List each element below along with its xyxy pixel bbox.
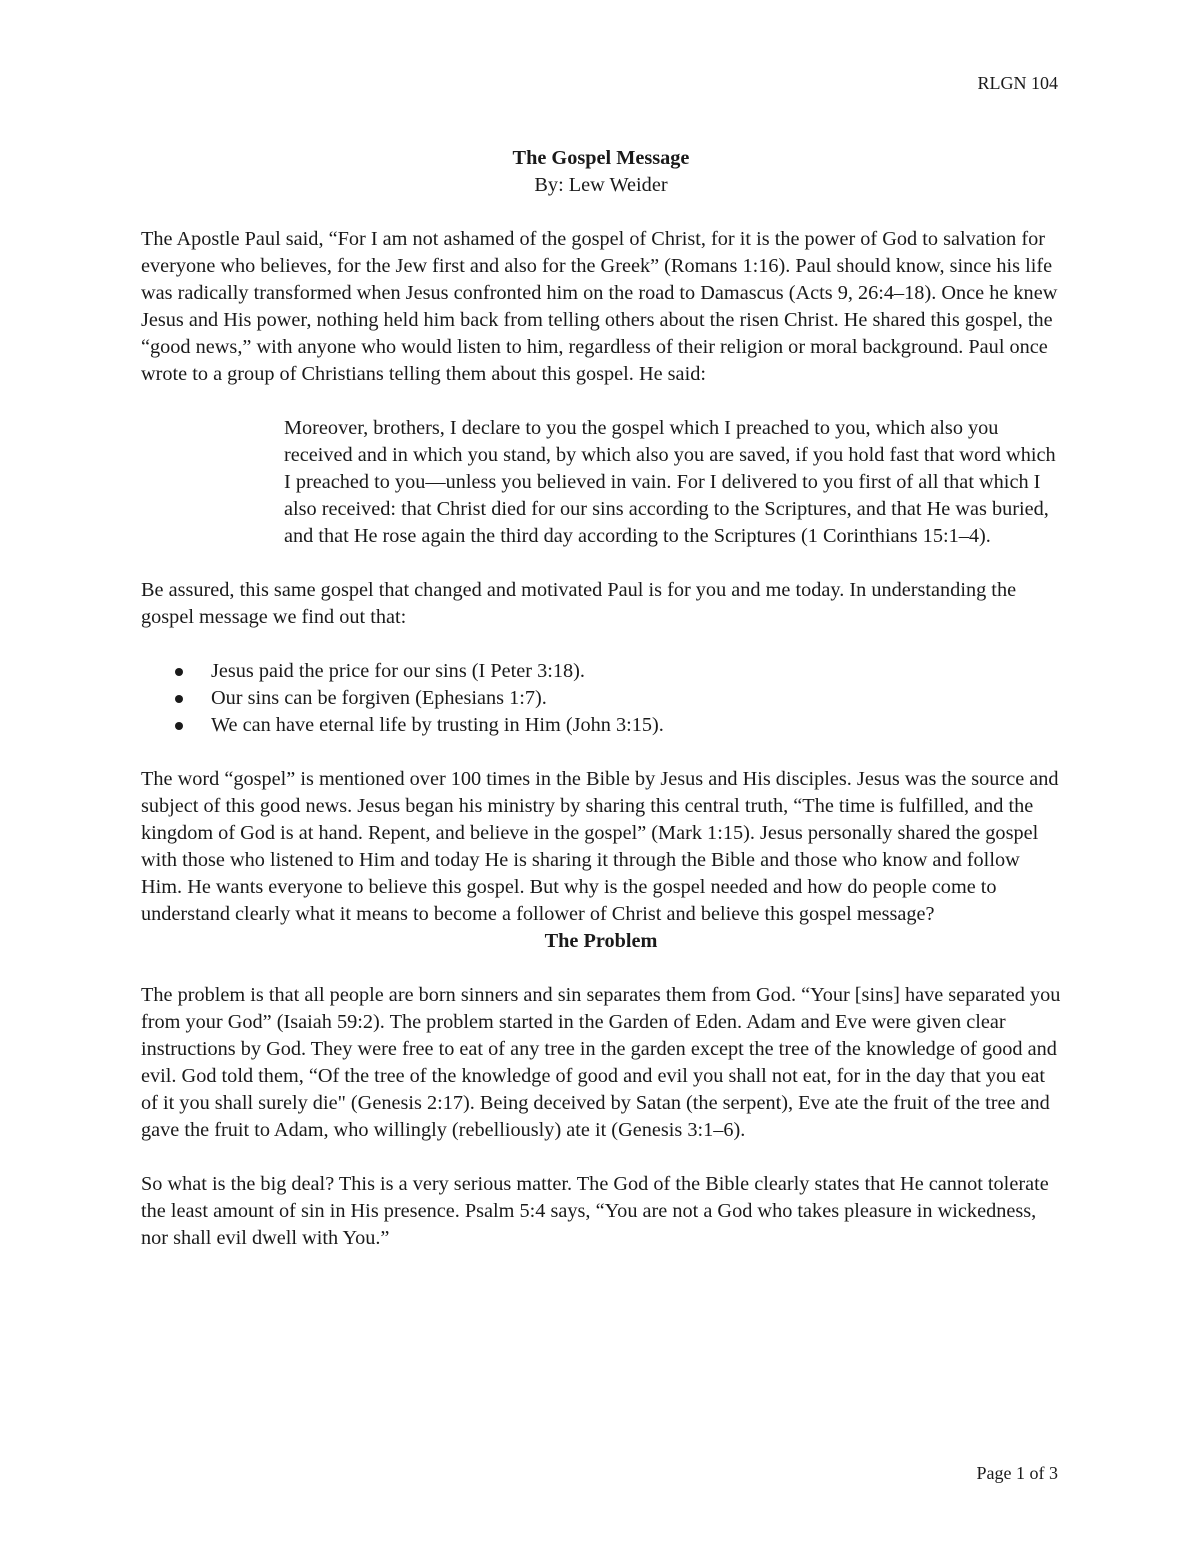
big-deal-paragraph: So what is the big deal? This is a very serious matter. The God of the Bible clearly states that He cannot tolerate the least amount of sin in His presence. Psalm 5:4 says, “You are not a God who takes pleasure in wickedness, nor shall evil dwell with You.” xyxy=(141,1173,1049,1249)
intro-paragraph: The Apostle Paul said, “For I am not ashamed of the gospel of Christ, for it is the power of God to salvation for everyone who believes, for the Jew first and also for the Greek” (Romans 1:16). Paul should know, since his life was radically transformed when Jesus confronted him on the road to Damascus (Acts 9, 26:4–18). Once he knew Jesus and His power, nothing held him back from telling others about the risen Christ. He shared this gospel, the “good news,” with anyone who would listen to him, regardless of their religion or moral background. Paul once wrote to a group of Christians telling them about this gospel. He said: xyxy=(141,228,1058,385)
page-number-footer: Page 1 of 3 xyxy=(976,1463,1058,1483)
section-heading-the-problem: The Problem xyxy=(544,930,658,952)
assurance-paragraph: Be assured, this same gospel that changed and motivated Paul is for you and me today. In understanding the gospel message we find out that: xyxy=(141,579,1017,628)
list-item xyxy=(141,658,1061,685)
document-body xyxy=(141,145,1061,1252)
list-item xyxy=(141,685,1061,712)
gospel-points-list xyxy=(141,658,1061,739)
document-author: By: Lew Weider xyxy=(534,174,668,196)
list-item-text: Jesus paid the price for our sins (I Peter 3:18). xyxy=(211,660,585,682)
course-code-header: RLGN 104 xyxy=(977,73,1058,93)
list-item-text: We can have eternal life by trusting in Him (John 3:15). xyxy=(211,714,664,736)
bullet-icon xyxy=(175,722,183,730)
document-title: The Gospel Message xyxy=(512,147,690,169)
bullet-icon xyxy=(175,695,183,703)
list-item-text: Our sins can be forgiven (Ephesians 1:7). xyxy=(211,687,547,709)
gospel-word-paragraph: The word “gospel” is mentioned over 100 times in the Bible by Jesus and His disciples. Jesus was the source and subject of this good news. Jesus began his ministry by sharing this central truth, “The time is fulfilled, and the kingdom of God is at hand. Repent, and believe in the gospel” (Mark 1:15). Jesus personally shared the gospel with those who listened to Him and today He is sharing it through the Bible and those who know and follow Him. He wants everyone to believe this gospel. But why is the gospel needed and how do people come to understand clearly what it means to become a follower of Christ and believe this gospel message? xyxy=(141,768,1059,925)
problem-paragraph: The problem is that all people are born sinners and sin separates them from God. “Your [sins] have separated you from your God” (Isaiah 59:2). The problem started in the Garden of Eden. Adam and Eve were given clear instructions by God. They were free to eat of any tree in the garden except the tree of the knowledge of good and evil. God told them, “Of the tree of the knowledge of good and evil you shall not eat, for in the day that you eat of it you shall surely die" (Genesis 2:17). Being deceived by Satan (the serpent), Eve ate the fruit of the tree and gave the fruit to Adam, who willingly (rebelliously) ate it (Genesis 3:1–6). xyxy=(141,984,1061,1141)
list-item xyxy=(141,712,1061,739)
bullet-icon xyxy=(175,668,183,676)
block-quote: Moreover, brothers, I declare to you the gospel which I preached to you, which also you received and in which you stand, by which also you are saved, if you hold fast that word which I preached to you—unless you believed in vain. For I delivered to you first of all that which I also received: that Christ died for our sins according to the Scriptures, and that He was buried, and that He rose again the third day according to the Scriptures (1 Corinthians 15:1–4). xyxy=(284,417,1056,547)
